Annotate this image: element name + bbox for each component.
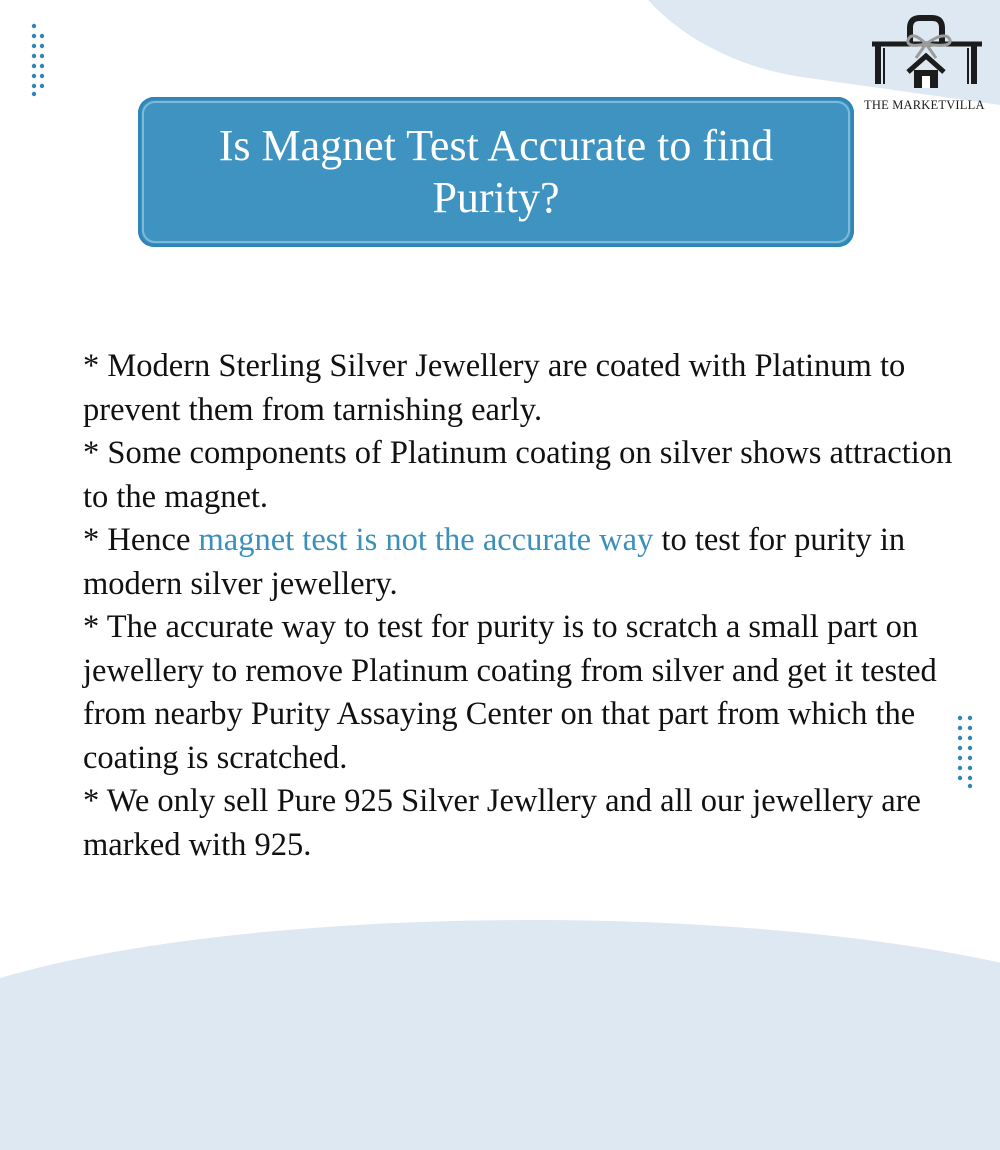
title-banner xyxy=(138,97,854,247)
content-body xyxy=(83,345,963,867)
paragraph-3-end: to test for purity in modern silver jewellery. xyxy=(83,522,906,602)
brand-logo xyxy=(864,14,996,124)
shopping-bag-house-icon xyxy=(864,14,988,92)
highlighted-phrase: magnet test is not the accurate way xyxy=(198,522,654,558)
title-line-1: Is Magnet Test Accurate to find xyxy=(218,121,774,171)
title-line-2: Purity? xyxy=(432,173,560,222)
page-title xyxy=(176,120,816,224)
paragraph-2: * Some components of Platinum coating on silver shows attraction to the magnet. xyxy=(83,435,953,515)
paragraph-1: * Modern Sterling Silver Jewellery are coated with Platinum to prevent them from tarnishing early. xyxy=(83,348,906,428)
paragraph-5: * We only sell Pure 925 Silver Jewllery and all our jewellery are marked with 925. xyxy=(83,783,921,863)
paragraph-4: * The accurate way to test for purity is to scratch a small part on jewellery to remove Platinum coating from silver and get it tested from nearby Purity Assaying Center on that part from which the coating is scratched. xyxy=(83,609,937,776)
paragraph-3-start: * Hence xyxy=(83,522,199,558)
background-wave-bottom xyxy=(0,920,1000,1150)
decorative-dots-left xyxy=(30,22,50,102)
brand-name: THE MARKETVILLA xyxy=(864,98,985,112)
paragraph-3 xyxy=(83,519,963,606)
